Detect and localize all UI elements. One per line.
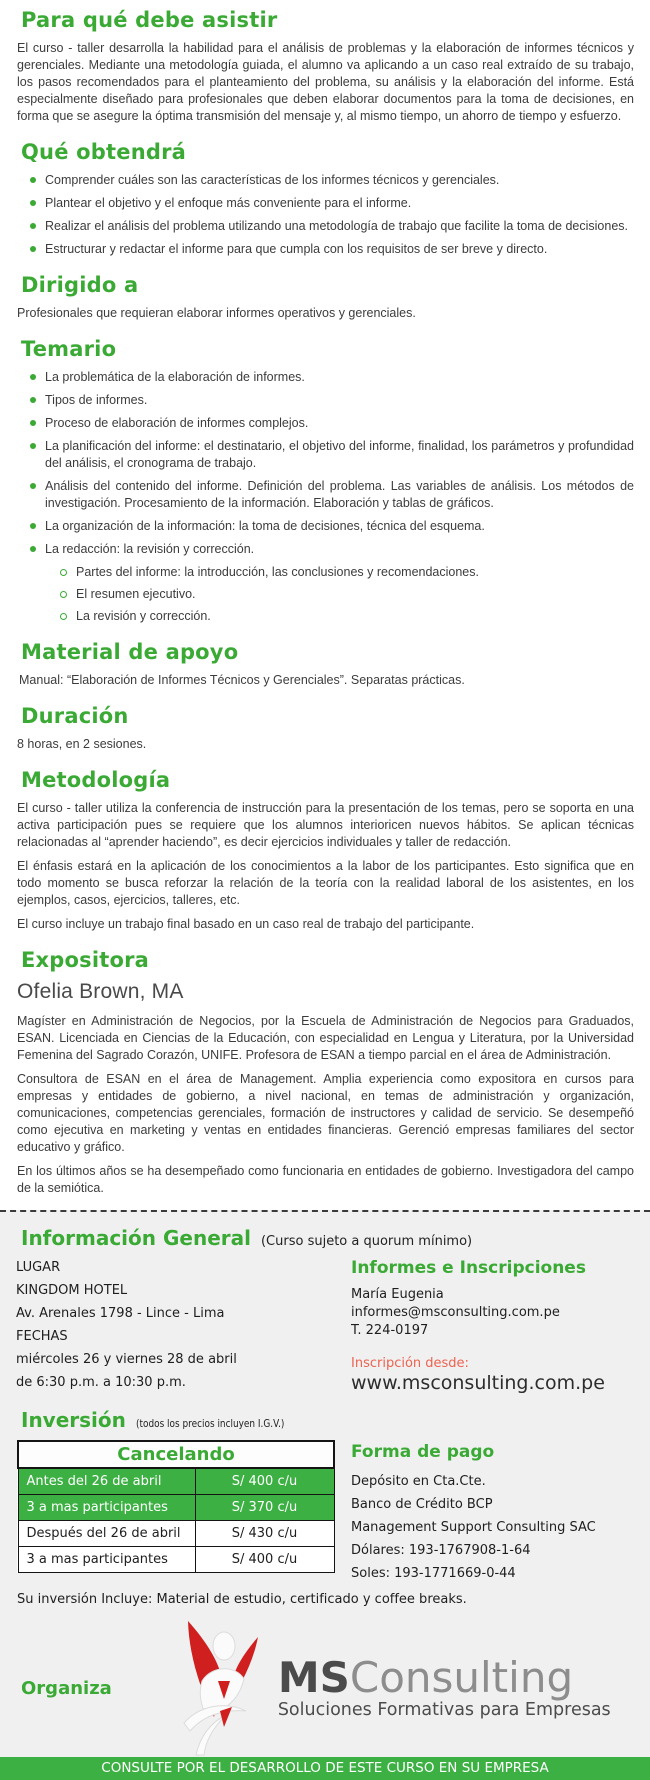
list-item-text: Partes del informe: la introducción, las conclusiones y recomendaciones. <box>76 565 479 579</box>
list-item-text: Realizar el análisis del problema utilizando una metodología de trabajo que facilite la toma de decisiones. <box>45 219 628 233</box>
section-title-material: Material de apoyo <box>21 640 239 664</box>
contact-name: María Eugenia <box>351 1287 444 1302</box>
list-item <box>16 172 634 189</box>
list-item-text: Tipos de informes. <box>45 393 148 407</box>
payment-column <box>351 1440 634 1585</box>
table-row <box>18 1495 334 1521</box>
payment-title: Forma de pago <box>351 1442 495 1462</box>
methodology-paragraph-1: El curso - taller utiliza la conferencia de instrucción para la presentación de los temas, pero se soporta en una activa participación pues se requiere que los alumnos interioricen nuevos hábitos. Se aplican técnicas relacionadas al “aprender haciendo”, es decir ejercicios individuales y taller de redacción. <box>17 801 634 849</box>
contact-column <box>351 1256 634 1394</box>
why-attend-paragraph: El curso - taller desarrolla la habilidad para el análisis de problemas y la elaboración de informes técnicos y gerenciales. Mediante una metodología guiada, el alumno va aplicando a un caso real extraído de su trabajo, los pasos recomendados para el planteamiento del problema, su análisis y la elaboración del informe. Está especialmente diseñado para profesionales que deben elaborar documentos para la toma de decisiones, en forma que se asegure la óptima transmisión del mensaje y, al mismo tiempo, un ahorro de tiempo y esfuerzo. <box>17 41 634 123</box>
hotel-address: Av. Arenales 1798 - Lince - Lima <box>16 1306 225 1321</box>
bullet-icon <box>30 483 36 489</box>
price-value: S/ 370 c/u <box>195 1495 334 1521</box>
venue-column <box>16 1256 351 1394</box>
footer-banner: CONSULTE POR EL DESARROLLO DE ESTE CURSO EN SU EMPRESA <box>0 1757 650 1780</box>
price-value: S/ 430 c/u <box>195 1521 334 1547</box>
investment-header <box>21 1408 634 1432</box>
investment-title: Inversión <box>21 1408 126 1432</box>
bullet-icon <box>30 546 36 552</box>
list-item-text: La revisión y corrección. <box>76 609 211 623</box>
price-condition: Antes del 26 de abril <box>18 1468 195 1495</box>
list-item-text: La planificación del informe: el destinatario, el objetivo del informe, finalidad, los parámetros y profundidad del análisis, el cronograma de trabajo. <box>45 439 634 470</box>
info-columns <box>16 1256 634 1394</box>
section-title-speaker: Expositora <box>21 948 150 972</box>
hotel-name: KINGDOM HOTEL <box>16 1283 128 1298</box>
investment-columns <box>16 1440 634 1585</box>
payment-line: Dólares: 193-1767908-1-64 <box>351 1543 531 1558</box>
bullet-icon <box>30 420 36 426</box>
table-header: Cancelando <box>18 1441 334 1468</box>
payment-line: Depósito en Cta.Cte. <box>351 1474 486 1489</box>
contact-phone: T. 224-0197 <box>351 1323 429 1338</box>
list-item <box>16 438 634 472</box>
general-info-header <box>21 1226 634 1250</box>
list-item-text: Comprender cuáles son las características de los informes técnicos y gerenciales. <box>45 173 500 187</box>
agenda-list <box>16 369 634 625</box>
general-info-title: Información General <box>21 1226 251 1250</box>
payment-line: Soles: 193-1771669-0-44 <box>351 1566 516 1581</box>
table-row <box>18 1547 334 1573</box>
material-paragraph: Manual: “Elaboración de Informes Técnicos y Gerenciales”. Separatas prácticas. <box>19 673 465 687</box>
price-condition: 3 a mas participantes <box>18 1495 195 1521</box>
list-item-text: La redacción: la revisión y corrección. <box>45 542 255 556</box>
bullet-icon <box>30 397 36 403</box>
speaker-paragraph-3: En los últimos años se ha desempeñado como funcionaria en entidades de gobierno. Investigadora del campo de la semiótica. <box>17 1164 634 1195</box>
website-link[interactable]: www.msconsulting.com.pe <box>351 1372 605 1394</box>
sub-list-item <box>16 608 634 625</box>
table-row <box>18 1521 334 1547</box>
list-item-text: La organización de la información: la toma de decisiones, técnica del esquema. <box>45 519 485 533</box>
bullet-icon <box>30 177 36 183</box>
speaker-paragraph-1: Magíster en Administración de Negocios, por la Escuela de Administración de Negocios para Graduados, ESAN. Licenciada en Ciencias de la Educación, con especialidad en Lengua y Literatura, por la Universidad Femenina del Sagrado Corazón, UNIFE. Profesora de ESAN a tiempo parcial en el área de Administración. <box>17 1014 634 1062</box>
logo-ms: MS <box>277 1653 350 1702</box>
list-item <box>16 518 634 535</box>
speaker-name: Ofelia Brown, MA <box>17 980 184 1003</box>
price-condition: 3 a mas participantes <box>18 1547 195 1573</box>
list-item-text: El resumen ejecutivo. <box>76 587 196 601</box>
sub-bullet-icon <box>60 591 67 598</box>
bullet-icon <box>30 246 36 252</box>
logo-tagline: Soluciones Formativas para Empresas <box>277 1700 611 1720</box>
target-audience-paragraph: Profesionales que requieran elaborar informes operativos y gerenciales. <box>17 306 416 320</box>
list-item <box>16 392 634 409</box>
logo-consulting: Consulting <box>349 1653 574 1702</box>
speaker-paragraph-2: Consultora de ESAN en el área de Management. Amplia experiencia como expositora en cursos para empresas y entidades de gobierno, a nivel nacional, en temas de administración y organización, comunicaciones, competencias gerenciales, formación de instructores y calidad de servicio. Se desempeñó como ejecutiva en marketing y ventas en entidades financieras. Gerenció empresas familiares del sector educativo y gráfico. <box>17 1072 634 1154</box>
sub-list-item <box>16 586 634 603</box>
dates-label: FECHAS <box>16 1329 68 1344</box>
course-dates: miércoles 26 y viernes 28 de abril <box>16 1352 237 1367</box>
place-label: LUGAR <box>16 1260 61 1275</box>
organizer-row <box>16 1619 634 1757</box>
price-condition: Después del 26 de abril <box>18 1521 195 1547</box>
organizer-label: Organiza <box>21 1677 112 1699</box>
bullet-icon <box>30 374 36 380</box>
list-item <box>16 195 634 212</box>
duration-paragraph: 8 horas, en 2 sesiones. <box>17 737 147 751</box>
igv-note: (todos los precios incluyen I.G.V.) <box>135 1418 285 1430</box>
contact-title: Informes e Inscripciones <box>351 1258 586 1278</box>
methodology-paragraph-3: El curso incluye un trabajo final basado en un caso real de trabajo del participante. <box>17 917 475 931</box>
list-item <box>16 478 634 512</box>
list-item-text: La problemática de la elaboración de informes. <box>45 370 305 384</box>
general-info-area <box>0 1210 650 1780</box>
sub-list-item <box>16 564 634 581</box>
table-header-row <box>18 1441 334 1468</box>
payment-line: Banco de Crédito BCP <box>351 1497 493 1512</box>
quorum-note: (Curso sujeto a quorum mínimo) <box>260 1234 473 1249</box>
list-item-text: Análisis del contenido del informe. Definición del problema. Las variables de análisis. Los métodos de investigación. Procesamiento de la información. Elaboración y tablas de gráficos. <box>45 479 634 510</box>
list-item <box>16 241 634 258</box>
list-item <box>16 369 634 386</box>
register-from-label: Inscripción desde: <box>351 1356 469 1371</box>
list-item <box>16 541 634 558</box>
list-item-text: Plantear el objetivo y el enfoque más conveniente para el informe. <box>45 196 412 210</box>
section-title-what-you-get: Qué obtendrá <box>21 140 187 164</box>
bullet-icon <box>30 223 36 229</box>
list-item-text: Proceso de elaboración de informes complejos. <box>45 416 309 430</box>
contact-email[interactable]: informes@msconsulting.com.pe <box>351 1305 560 1320</box>
price-table-wrap <box>16 1440 351 1585</box>
bullet-icon <box>30 200 36 206</box>
payment-line: Management Support Consulting SAC <box>351 1520 596 1535</box>
bullet-icon <box>30 523 36 529</box>
price-table <box>17 1440 335 1573</box>
msconsulting-logo <box>174 1619 611 1757</box>
section-title-duration: Duración <box>21 704 129 728</box>
list-item-text: Estructurar y redactar el informe para que cumpla con los requisitos de ser breve y directo. <box>45 242 548 256</box>
list-item <box>16 218 634 235</box>
bullet-icon <box>30 443 36 449</box>
section-title-methodology: Metodología <box>21 768 171 792</box>
sub-bullet-icon <box>60 613 67 620</box>
section-title-why-attend: Para qué debe asistir <box>21 8 278 32</box>
methodology-paragraph-2: El énfasis estará en la aplicación de los conocimientos a la labor de los participantes. Esto significa que en todo momento se busca reforzar la relación de la teoría con la realidad laboral de los asistentes, en los ejemplos, casos, ejercicios, talleres, etc. <box>17 859 634 907</box>
what-you-get-list <box>16 172 634 258</box>
logo-text <box>277 1653 611 1720</box>
section-title-target-audience: Dirigido a <box>21 273 139 297</box>
table-row <box>18 1468 334 1495</box>
list-item <box>16 415 634 432</box>
logo-person-icon <box>174 1619 272 1757</box>
course-time: de 6:30 p.m. a 10:30 p.m. <box>16 1375 186 1390</box>
sub-bullet-icon <box>60 569 67 576</box>
price-value: S/ 400 c/u <box>195 1468 334 1495</box>
section-title-agenda: Temario <box>21 337 117 361</box>
price-value: S/ 400 c/u <box>195 1547 334 1573</box>
investment-includes: Su inversión Incluye: Material de estudio, certificado y coffee breaks. <box>17 1592 467 1607</box>
logo-wordmark <box>277 1653 611 1702</box>
